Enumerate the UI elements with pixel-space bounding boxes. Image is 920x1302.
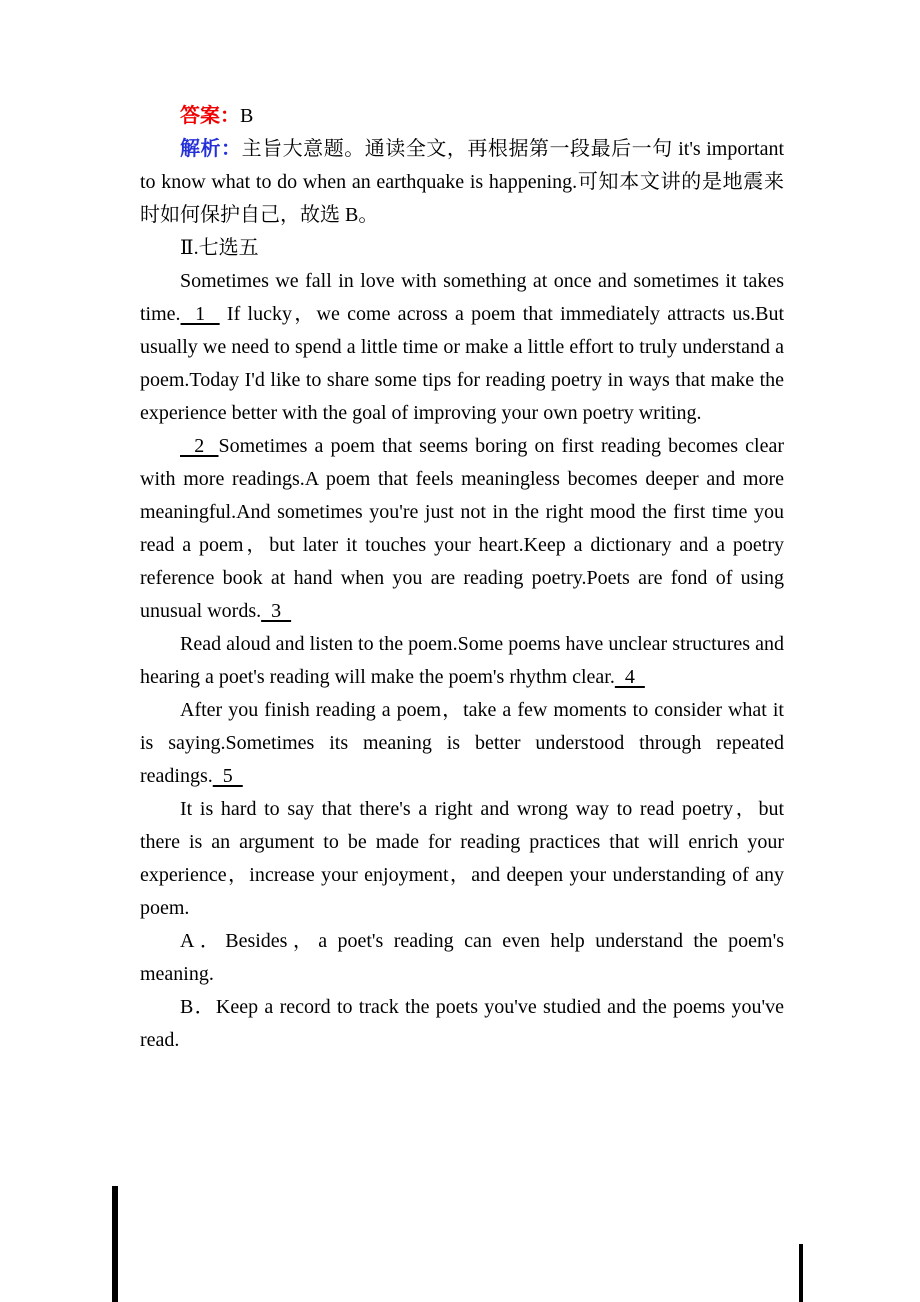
section-heading — [140, 232, 784, 265]
answer-blank-2: 2 — [180, 435, 219, 457]
passage-paragraph-3 — [140, 628, 784, 694]
text-run: After you finish reading a poem，take a few moments to consider what it is saying.Sometimes its meaning is better understood through repeated readings. — [140, 699, 784, 787]
answer-line — [140, 100, 784, 133]
passage-paragraph-5 — [140, 793, 784, 925]
text-run: Read aloud and listen to the poem.Some poems have unclear structures and hearing a poet's reading will make the poem's rhythm clear. — [140, 633, 784, 688]
passage-paragraph-4 — [140, 694, 784, 793]
analysis-paragraph — [140, 133, 784, 232]
answer-value: B — [240, 105, 254, 127]
passage-paragraph-1 — [140, 265, 784, 430]
text-run: Sometimes a poem that seems boring on first reading becomes clear with more readings.A poem that feels meaningless becomes deeper and more meaningful.And sometimes you're just not in the right mood the first time you read a poem，but later it touches your heart.Keep a dictionary and a poetry reference book at hand when you are reading poetry.Poets are fond of using unusual words. — [140, 435, 785, 622]
analysis-text: 主旨大意题。通读全文，再根据第一段最后一句 it's important to know what to do when an earthquake is happening.可知本文讲的是地震来时如何保护自己，故选 B。 — [140, 138, 785, 226]
option-b-text: B．Keep a record to track the poets you've studied and the poems you've read. — [140, 996, 784, 1051]
option-b — [140, 991, 784, 1057]
option-a — [140, 925, 784, 991]
answer-blank-4: 4 — [614, 666, 645, 688]
page-border-right-mark — [799, 1244, 803, 1302]
answer-blank-1: 1 — [180, 303, 220, 325]
answer-label: 答案： — [180, 105, 240, 127]
analysis-label: 解析： — [180, 138, 242, 160]
text-run: Sometimes we fall in love with something at once and sometimes it takes time. — [140, 270, 784, 325]
page-border-left-mark — [112, 1186, 118, 1302]
section-title: Ⅱ.七选五 — [180, 237, 259, 259]
option-a-text: A．Besides，a poet's reading can even help understand the poem's meaning. — [140, 930, 784, 985]
text-run: It is hard to say that there's a right and wrong way to read poetry，but there is an argument to be made for reading practices that will enrich your experience，increase your enjoyment，and deepen your understanding of any poem. — [140, 798, 784, 919]
document-content — [140, 100, 784, 1057]
answer-blank-3: 3 — [261, 600, 292, 622]
answer-blank-5: 5 — [212, 765, 243, 787]
passage-paragraph-2 — [140, 430, 784, 628]
text-run: If lucky，we come across a poem that immediately attracts us.But usually we need to spend a little time or make a little effort to truly understand a poem.Today I'd like to share some tips for reading poetry in ways that make the experience better with the goal of improving your own poetry writing. — [140, 303, 785, 424]
